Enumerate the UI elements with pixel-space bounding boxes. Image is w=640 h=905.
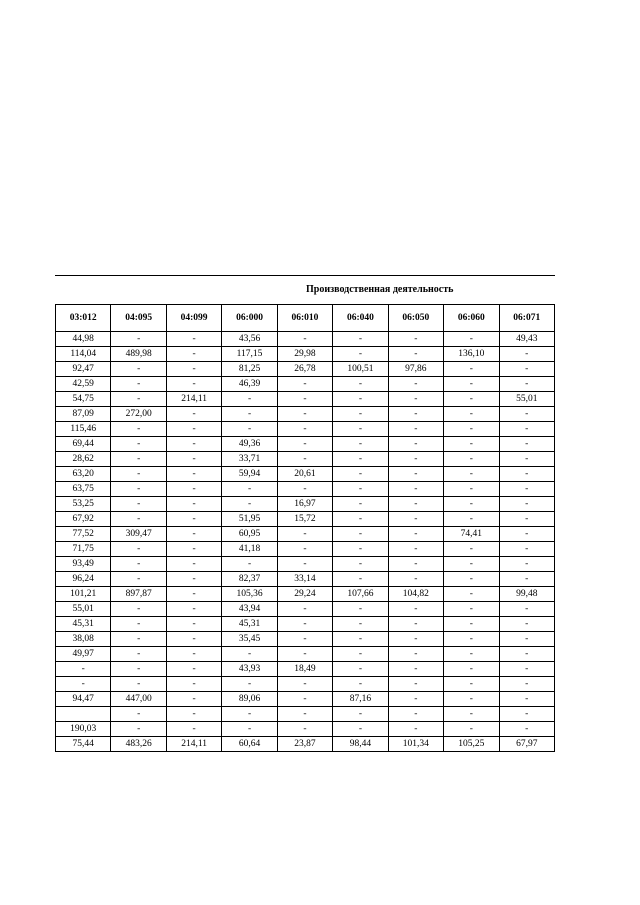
table-cell: 117,15 (222, 347, 277, 362)
column-header: 04:099 (166, 305, 221, 332)
section-divider (55, 275, 555, 276)
table-cell: - (277, 632, 332, 647)
table-cell: - (333, 407, 388, 422)
table-row (56, 512, 555, 527)
table-cell: - (499, 407, 555, 422)
table-cell: - (277, 602, 332, 617)
table-row (56, 632, 555, 647)
table-cell: - (388, 572, 443, 587)
table-cell: - (111, 362, 166, 377)
table-cell: - (111, 722, 166, 737)
table-cell: - (499, 377, 555, 392)
table-cell: - (222, 722, 277, 737)
table-cell: - (111, 677, 166, 692)
table-cell: 67,92 (56, 512, 111, 527)
table-cell: - (166, 407, 221, 422)
table-cell: 59,94 (222, 467, 277, 482)
table-cell: - (444, 602, 499, 617)
table-cell: - (277, 422, 332, 437)
table-cell: - (444, 692, 499, 707)
table-cell: - (56, 662, 111, 677)
table-body (56, 332, 555, 752)
table-row (56, 332, 555, 347)
column-header: 06:050 (388, 305, 443, 332)
table-cell: 77,52 (56, 527, 111, 542)
table-cell: - (388, 482, 443, 497)
section-title: Производственная деятельность (306, 284, 454, 295)
table-cell: - (277, 527, 332, 542)
table-row (56, 647, 555, 662)
table-cell: 105,25 (444, 737, 499, 752)
table-cell: - (444, 377, 499, 392)
table-cell: - (277, 692, 332, 707)
table-cell: - (111, 542, 166, 557)
table-cell: 54,75 (56, 392, 111, 407)
table-cell: - (444, 632, 499, 647)
table-cell: 63,75 (56, 482, 111, 497)
table-cell: 114,04 (56, 347, 111, 362)
table-cell: - (499, 557, 555, 572)
table-row (56, 422, 555, 437)
table-cell: - (333, 482, 388, 497)
table-cell: - (444, 392, 499, 407)
table-cell: 101,21 (56, 587, 111, 602)
table-cell: - (388, 332, 443, 347)
table-cell: - (166, 662, 221, 677)
table-cell: - (166, 557, 221, 572)
table-cell: 45,31 (56, 617, 111, 632)
table-cell: 309,47 (111, 527, 166, 542)
table-cell: 63,20 (56, 467, 111, 482)
table-row (56, 737, 555, 752)
table-cell: - (277, 707, 332, 722)
table-row (56, 362, 555, 377)
table-cell: - (499, 632, 555, 647)
table-cell: - (499, 452, 555, 467)
table-cell: - (333, 512, 388, 527)
table-cell: 49,43 (499, 332, 555, 347)
table-cell: - (166, 512, 221, 527)
table-cell: 55,01 (56, 602, 111, 617)
table-cell: - (499, 542, 555, 557)
table-cell: - (444, 332, 499, 347)
table-cell: - (166, 497, 221, 512)
table-cell: - (333, 392, 388, 407)
table-cell: - (499, 497, 555, 512)
table-cell: - (333, 452, 388, 467)
table-row (56, 677, 555, 692)
table-row (56, 587, 555, 602)
table-cell: - (333, 602, 388, 617)
table-cell: - (499, 362, 555, 377)
table-cell: - (444, 512, 499, 527)
table-row (56, 392, 555, 407)
table-cell: - (222, 557, 277, 572)
table-cell: 136,10 (444, 347, 499, 362)
table-cell: - (444, 572, 499, 587)
table-cell: 41,18 (222, 542, 277, 557)
table-cell: - (499, 677, 555, 692)
table-cell: - (277, 332, 332, 347)
table-cell: - (388, 617, 443, 632)
table-cell: 447,00 (111, 692, 166, 707)
table-cell: - (111, 512, 166, 527)
table-cell: - (166, 482, 221, 497)
table-cell: - (166, 377, 221, 392)
table-cell: - (277, 722, 332, 737)
table-cell: 115,46 (56, 422, 111, 437)
table-cell: - (222, 497, 277, 512)
table-cell: 105,36 (222, 587, 277, 602)
table-cell: - (111, 572, 166, 587)
table-cell: 43,94 (222, 602, 277, 617)
table-cell: - (277, 617, 332, 632)
table-cell: - (388, 707, 443, 722)
table-cell: - (277, 677, 332, 692)
table-cell: - (499, 647, 555, 662)
table-cell: 272,00 (111, 407, 166, 422)
table-cell: - (222, 482, 277, 497)
table-cell: - (499, 707, 555, 722)
table-cell: - (499, 467, 555, 482)
table-cell: 82,37 (222, 572, 277, 587)
table-row (56, 557, 555, 572)
table-cell: - (499, 527, 555, 542)
table-cell: 33,71 (222, 452, 277, 467)
table-cell: 214,11 (166, 392, 221, 407)
column-header: 06:040 (333, 305, 388, 332)
data-table (55, 304, 555, 752)
table-cell: 28,62 (56, 452, 111, 467)
table-cell: - (388, 542, 443, 557)
table-cell: 483,26 (111, 737, 166, 752)
table-cell: 49,36 (222, 437, 277, 452)
table-cell: - (388, 377, 443, 392)
table-cell: 190,03 (56, 722, 111, 737)
table-cell: - (166, 422, 221, 437)
table-cell: - (444, 497, 499, 512)
table-cell: - (222, 647, 277, 662)
table-cell: - (333, 572, 388, 587)
table-cell: 23,87 (277, 737, 332, 752)
table-cell: - (444, 617, 499, 632)
table-cell: - (444, 452, 499, 467)
table-cell: - (388, 347, 443, 362)
table-cell: - (166, 347, 221, 362)
table-cell: - (111, 482, 166, 497)
table-cell: - (444, 647, 499, 662)
table-cell: - (111, 662, 166, 677)
table-cell: 38,08 (56, 632, 111, 647)
table-cell: - (388, 422, 443, 437)
table-cell: 100,51 (333, 362, 388, 377)
table-cell: 43,93 (222, 662, 277, 677)
table-cell: - (388, 662, 443, 677)
table-cell: - (333, 632, 388, 647)
table-cell: 96,24 (56, 572, 111, 587)
table-cell: - (444, 662, 499, 677)
table-cell: - (111, 617, 166, 632)
table-cell: 43,56 (222, 332, 277, 347)
table-cell: - (499, 572, 555, 587)
table-cell: - (388, 437, 443, 452)
table-cell: - (277, 407, 332, 422)
table-cell: 97,86 (388, 362, 443, 377)
table-cell: - (277, 542, 332, 557)
table-cell: - (444, 467, 499, 482)
table-cell: - (222, 707, 277, 722)
table-cell: - (444, 557, 499, 572)
table-cell: - (277, 377, 332, 392)
table-cell: - (111, 497, 166, 512)
table-cell: - (277, 482, 332, 497)
table-cell: - (444, 677, 499, 692)
table-cell: - (388, 512, 443, 527)
table-cell: 44,98 (56, 332, 111, 347)
table-cell: 92,47 (56, 362, 111, 377)
table-cell: - (277, 392, 332, 407)
table-cell: - (388, 557, 443, 572)
table-cell: - (166, 467, 221, 482)
table-cell: - (111, 332, 166, 347)
table-cell: 29,98 (277, 347, 332, 362)
table-cell: - (444, 437, 499, 452)
table-row (56, 347, 555, 362)
table-cell: - (333, 347, 388, 362)
table-cell: 55,01 (499, 392, 555, 407)
table-cell: - (388, 497, 443, 512)
table-cell: - (444, 362, 499, 377)
table-cell: - (166, 647, 221, 662)
table-cell: - (499, 692, 555, 707)
table-cell: 16,97 (277, 497, 332, 512)
table-row (56, 707, 555, 722)
table-cell: 81,25 (222, 362, 277, 377)
table-row (56, 572, 555, 587)
table-row (56, 542, 555, 557)
table-cell: - (333, 722, 388, 737)
table-cell: 49,97 (56, 647, 111, 662)
table-row (56, 467, 555, 482)
table-cell: - (166, 617, 221, 632)
table-cell: - (166, 542, 221, 557)
table-cell: 89,06 (222, 692, 277, 707)
table-cell: - (388, 722, 443, 737)
table-cell: - (277, 557, 332, 572)
table-cell: 60,64 (222, 737, 277, 752)
table-cell: - (111, 467, 166, 482)
table-cell: 42,59 (56, 377, 111, 392)
table-cell: - (444, 407, 499, 422)
table-cell: - (166, 452, 221, 467)
table-cell: 29,24 (277, 587, 332, 602)
table-row (56, 407, 555, 422)
table-cell: 214,11 (166, 737, 221, 752)
table-cell: - (499, 422, 555, 437)
table-cell: 98,44 (333, 737, 388, 752)
table-cell: - (166, 437, 221, 452)
table-cell: - (388, 467, 443, 482)
table-cell: - (333, 617, 388, 632)
table-cell: - (499, 617, 555, 632)
table-cell: - (499, 347, 555, 362)
table-cell: 71,75 (56, 542, 111, 557)
table-cell: - (388, 602, 443, 617)
table-row (56, 527, 555, 542)
table-cell: - (333, 557, 388, 572)
table-cell: - (444, 482, 499, 497)
table-cell: - (444, 422, 499, 437)
table-cell: 75,44 (56, 737, 111, 752)
column-header: 04:095 (111, 305, 166, 332)
table-cell: - (111, 422, 166, 437)
table-cell: - (111, 707, 166, 722)
table-row (56, 497, 555, 512)
table-row (56, 722, 555, 737)
table-cell: - (166, 332, 221, 347)
table-cell: - (222, 422, 277, 437)
table-cell: 35,45 (222, 632, 277, 647)
table-cell: - (499, 482, 555, 497)
table-cell: 26,78 (277, 362, 332, 377)
table-cell: - (277, 437, 332, 452)
table-cell: - (222, 407, 277, 422)
table-cell: - (111, 557, 166, 572)
table-row (56, 662, 555, 677)
column-header: 06:060 (444, 305, 499, 332)
table-cell: - (499, 662, 555, 677)
table-cell: - (388, 632, 443, 647)
table-cell: - (333, 332, 388, 347)
table-cell: - (333, 542, 388, 557)
table-cell: - (166, 707, 221, 722)
table-cell: 15,72 (277, 512, 332, 527)
table-row (56, 482, 555, 497)
table-cell: - (388, 692, 443, 707)
column-header: 03:012 (56, 305, 111, 332)
table-cell: - (111, 602, 166, 617)
table-cell: - (333, 677, 388, 692)
table-cell: 33,14 (277, 572, 332, 587)
table-cell: - (56, 677, 111, 692)
table-cell: - (333, 647, 388, 662)
table-cell: 897,87 (111, 587, 166, 602)
table-cell: - (499, 437, 555, 452)
column-header: 06:000 (222, 305, 277, 332)
table-cell: - (444, 722, 499, 737)
table-cell: - (333, 422, 388, 437)
table-cell: - (499, 602, 555, 617)
table-cell: 99,48 (499, 587, 555, 602)
table-cell: 45,31 (222, 617, 277, 632)
table-row (56, 377, 555, 392)
table-cell: 94,47 (56, 692, 111, 707)
table-cell: 104,82 (388, 587, 443, 602)
table-cell: - (333, 437, 388, 452)
table-cell: - (388, 392, 443, 407)
table-cell: - (222, 392, 277, 407)
table-cell: - (444, 707, 499, 722)
column-header: 06:010 (277, 305, 332, 332)
table-cell: 51,95 (222, 512, 277, 527)
table-cell: - (222, 677, 277, 692)
table-cell: - (166, 527, 221, 542)
table-cell: - (111, 452, 166, 467)
table-cell: - (111, 632, 166, 647)
table-cell: 74,41 (444, 527, 499, 542)
table-row (56, 692, 555, 707)
table-cell: - (166, 677, 221, 692)
table-cell: - (333, 527, 388, 542)
table-cell: - (166, 692, 221, 707)
table-cell: - (333, 497, 388, 512)
table-cell: - (166, 632, 221, 647)
table-cell: - (111, 377, 166, 392)
table-cell: 46,39 (222, 377, 277, 392)
table-cell: 101,34 (388, 737, 443, 752)
table-cell: - (333, 467, 388, 482)
table-cell: - (166, 722, 221, 737)
table-cell: - (499, 512, 555, 527)
table-row (56, 602, 555, 617)
table-cell: - (333, 377, 388, 392)
table-cell: - (388, 677, 443, 692)
table-cell: - (388, 407, 443, 422)
table-cell: - (277, 647, 332, 662)
table-cell: 93,49 (56, 557, 111, 572)
table-cell: - (444, 542, 499, 557)
table-row (56, 617, 555, 632)
table-cell: 489,98 (111, 347, 166, 362)
table-cell: - (111, 392, 166, 407)
table-cell: - (388, 647, 443, 662)
table-cell: - (388, 452, 443, 467)
table-cell: 67,97 (499, 737, 555, 752)
table-cell: 20,61 (277, 467, 332, 482)
table-cell: 69,44 (56, 437, 111, 452)
table-header-row (56, 305, 555, 332)
table-row (56, 437, 555, 452)
table-cell: - (166, 362, 221, 377)
table-cell: - (166, 572, 221, 587)
table-cell: 18,49 (277, 662, 332, 677)
table-cell: - (333, 707, 388, 722)
table-cell (56, 707, 111, 722)
table-cell: - (111, 437, 166, 452)
table-row (56, 452, 555, 467)
table-cell: - (388, 527, 443, 542)
table-cell: - (333, 662, 388, 677)
table-cell: 107,66 (333, 587, 388, 602)
column-header: 06:071 (499, 305, 555, 332)
table-cell: - (444, 587, 499, 602)
table-cell: - (277, 452, 332, 467)
table-cell: - (499, 722, 555, 737)
table-cell: 87,16 (333, 692, 388, 707)
table-cell: - (111, 647, 166, 662)
table-cell: - (166, 587, 221, 602)
table-cell: 53,25 (56, 497, 111, 512)
table-cell: - (166, 602, 221, 617)
table-cell: 60,95 (222, 527, 277, 542)
table-cell: 87,09 (56, 407, 111, 422)
